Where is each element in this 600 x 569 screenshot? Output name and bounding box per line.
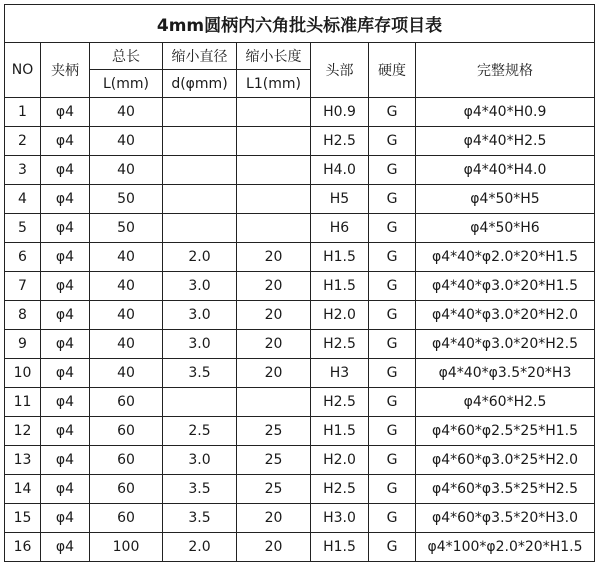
table-title: 4mm圆柄内六角批头标准库存项目表 [5, 5, 595, 43]
cell-full-spec: φ4*40*φ3.0*20*H2.0 [416, 301, 595, 330]
cell-reduced-diameter [163, 185, 237, 214]
cell-shank: φ4 [41, 243, 90, 272]
cell-head: H2.5 [311, 388, 369, 417]
cell-full-spec: φ4*50*H6 [416, 214, 595, 243]
cell-head: H2.0 [311, 301, 369, 330]
cell-reduced-diameter [163, 98, 237, 127]
table-row [5, 330, 595, 359]
cell-no: 15 [5, 504, 41, 533]
cell-reduced-length: 20 [237, 243, 311, 272]
table-row [5, 214, 595, 243]
cell-total-length: 40 [90, 330, 163, 359]
cell-hardness: G [369, 127, 416, 156]
cell-reduced-length [237, 98, 311, 127]
cell-no: 11 [5, 388, 41, 417]
header-hardness: 硬度 [369, 43, 416, 98]
cell-reduced-length: 20 [237, 533, 311, 562]
cell-shank: φ4 [41, 185, 90, 214]
cell-no: 13 [5, 446, 41, 475]
header-reduced-length-unit: L1(mm) [237, 70, 311, 98]
cell-reduced-diameter [163, 156, 237, 185]
cell-reduced-length [237, 185, 311, 214]
cell-shank: φ4 [41, 417, 90, 446]
cell-full-spec: φ4*40*φ3.0*20*H1.5 [416, 272, 595, 301]
cell-reduced-length: 20 [237, 504, 311, 533]
cell-reduced-diameter: 3.0 [163, 272, 237, 301]
cell-total-length: 40 [90, 156, 163, 185]
header-shank: 夹柄 [41, 43, 90, 98]
cell-total-length: 40 [90, 98, 163, 127]
cell-reduced-length: 20 [237, 301, 311, 330]
cell-no: 7 [5, 272, 41, 301]
cell-reduced-diameter: 2.0 [163, 243, 237, 272]
cell-hardness: G [369, 98, 416, 127]
cell-shank: φ4 [41, 533, 90, 562]
header-reduced-diameter-unit: d(φmm) [163, 70, 237, 98]
cell-full-spec: φ4*40*φ2.0*20*H1.5 [416, 243, 595, 272]
cell-reduced-length: 20 [237, 330, 311, 359]
cell-reduced-diameter: 3.5 [163, 359, 237, 388]
header-total-length-unit: L(mm) [90, 70, 163, 98]
table-row [5, 156, 595, 185]
cell-head: H2.5 [311, 330, 369, 359]
cell-no: 4 [5, 185, 41, 214]
cell-full-spec: φ4*60*φ2.5*25*H1.5 [416, 417, 595, 446]
cell-hardness: G [369, 272, 416, 301]
cell-reduced-length [237, 156, 311, 185]
header-no: NO [5, 43, 41, 98]
cell-no: 9 [5, 330, 41, 359]
cell-shank: φ4 [41, 301, 90, 330]
cell-total-length: 50 [90, 214, 163, 243]
cell-full-spec: φ4*40*φ3.5*20*H3 [416, 359, 595, 388]
cell-head: H1.5 [311, 243, 369, 272]
cell-reduced-diameter: 3.5 [163, 475, 237, 504]
table-row [5, 388, 595, 417]
cell-full-spec: φ4*40*H4.0 [416, 156, 595, 185]
cell-hardness: G [369, 359, 416, 388]
header-head: 头部 [311, 43, 369, 98]
cell-no: 14 [5, 475, 41, 504]
cell-reduced-diameter [163, 127, 237, 156]
cell-total-length: 60 [90, 504, 163, 533]
cell-no: 8 [5, 301, 41, 330]
cell-shank: φ4 [41, 272, 90, 301]
table-row [5, 301, 595, 330]
cell-head: H5 [311, 185, 369, 214]
cell-head: H3 [311, 359, 369, 388]
table-row [5, 243, 595, 272]
cell-total-length: 40 [90, 127, 163, 156]
table-row [5, 533, 595, 562]
cell-hardness: G [369, 533, 416, 562]
cell-hardness: G [369, 214, 416, 243]
cell-hardness: G [369, 156, 416, 185]
cell-reduced-length: 25 [237, 475, 311, 504]
cell-total-length: 100 [90, 533, 163, 562]
cell-shank: φ4 [41, 156, 90, 185]
cell-head: H2.5 [311, 127, 369, 156]
cell-total-length: 60 [90, 446, 163, 475]
cell-shank: φ4 [41, 98, 90, 127]
cell-hardness: G [369, 243, 416, 272]
inventory-table [4, 4, 595, 562]
table-row [5, 98, 595, 127]
table-row [5, 272, 595, 301]
header-reduced-length: 缩小长度 [237, 43, 311, 70]
cell-reduced-length [237, 388, 311, 417]
table-row [5, 185, 595, 214]
cell-head: H4.0 [311, 156, 369, 185]
cell-reduced-diameter: 3.5 [163, 504, 237, 533]
header-full-spec: 完整规格 [416, 43, 595, 98]
cell-shank: φ4 [41, 504, 90, 533]
cell-head: H1.5 [311, 533, 369, 562]
cell-head: H6 [311, 214, 369, 243]
cell-reduced-length: 20 [237, 272, 311, 301]
cell-total-length: 40 [90, 301, 163, 330]
cell-hardness: G [369, 504, 416, 533]
cell-hardness: G [369, 388, 416, 417]
cell-no: 5 [5, 214, 41, 243]
inventory-sheet [4, 4, 594, 562]
cell-reduced-length: 25 [237, 417, 311, 446]
cell-total-length: 60 [90, 388, 163, 417]
cell-shank: φ4 [41, 330, 90, 359]
cell-head: H0.9 [311, 98, 369, 127]
cell-no: 2 [5, 127, 41, 156]
cell-full-spec: φ4*40*H0.9 [416, 98, 595, 127]
cell-hardness: G [369, 330, 416, 359]
table-row [5, 127, 595, 156]
cell-hardness: G [369, 417, 416, 446]
cell-reduced-diameter [163, 388, 237, 417]
cell-head: H1.5 [311, 272, 369, 301]
cell-no: 6 [5, 243, 41, 272]
cell-reduced-diameter: 3.0 [163, 301, 237, 330]
cell-reduced-length [237, 214, 311, 243]
cell-reduced-diameter [163, 214, 237, 243]
table-row [5, 475, 595, 504]
cell-head: H1.5 [311, 417, 369, 446]
cell-shank: φ4 [41, 359, 90, 388]
cell-reduced-length: 25 [237, 446, 311, 475]
table-row [5, 417, 595, 446]
cell-no: 3 [5, 156, 41, 185]
table-row [5, 446, 595, 475]
cell-shank: φ4 [41, 214, 90, 243]
cell-total-length: 40 [90, 243, 163, 272]
cell-total-length: 60 [90, 417, 163, 446]
table-row [5, 504, 595, 533]
cell-total-length: 40 [90, 272, 163, 301]
cell-full-spec: φ4*40*φ3.0*20*H2.5 [416, 330, 595, 359]
header-reduced-diameter: 缩小直径 [163, 43, 237, 70]
cell-total-length: 40 [90, 359, 163, 388]
cell-total-length: 60 [90, 475, 163, 504]
cell-head: H3.0 [311, 504, 369, 533]
cell-head: H2.0 [311, 446, 369, 475]
cell-reduced-diameter: 2.5 [163, 417, 237, 446]
cell-shank: φ4 [41, 127, 90, 156]
cell-no: 16 [5, 533, 41, 562]
cell-reduced-length [237, 127, 311, 156]
cell-hardness: G [369, 301, 416, 330]
cell-full-spec: φ4*60*H2.5 [416, 388, 595, 417]
cell-total-length: 50 [90, 185, 163, 214]
cell-reduced-length: 20 [237, 359, 311, 388]
cell-reduced-diameter: 3.0 [163, 330, 237, 359]
cell-full-spec: φ4*60*φ3.5*25*H2.5 [416, 475, 595, 504]
cell-shank: φ4 [41, 388, 90, 417]
cell-hardness: G [369, 446, 416, 475]
cell-hardness: G [369, 185, 416, 214]
cell-reduced-diameter: 3.0 [163, 446, 237, 475]
cell-full-spec: φ4*50*H5 [416, 185, 595, 214]
cell-full-spec: φ4*60*φ3.5*20*H3.0 [416, 504, 595, 533]
cell-reduced-diameter: 2.0 [163, 533, 237, 562]
cell-hardness: G [369, 475, 416, 504]
cell-no: 1 [5, 98, 41, 127]
cell-full-spec: φ4*40*H2.5 [416, 127, 595, 156]
cell-no: 12 [5, 417, 41, 446]
cell-shank: φ4 [41, 475, 90, 504]
cell-head: H2.5 [311, 475, 369, 504]
cell-full-spec: φ4*100*φ2.0*20*H1.5 [416, 533, 595, 562]
table-row [5, 359, 595, 388]
cell-full-spec: φ4*60*φ3.0*25*H2.0 [416, 446, 595, 475]
header-total-length: 总长 [90, 43, 163, 70]
cell-shank: φ4 [41, 446, 90, 475]
cell-no: 10 [5, 359, 41, 388]
